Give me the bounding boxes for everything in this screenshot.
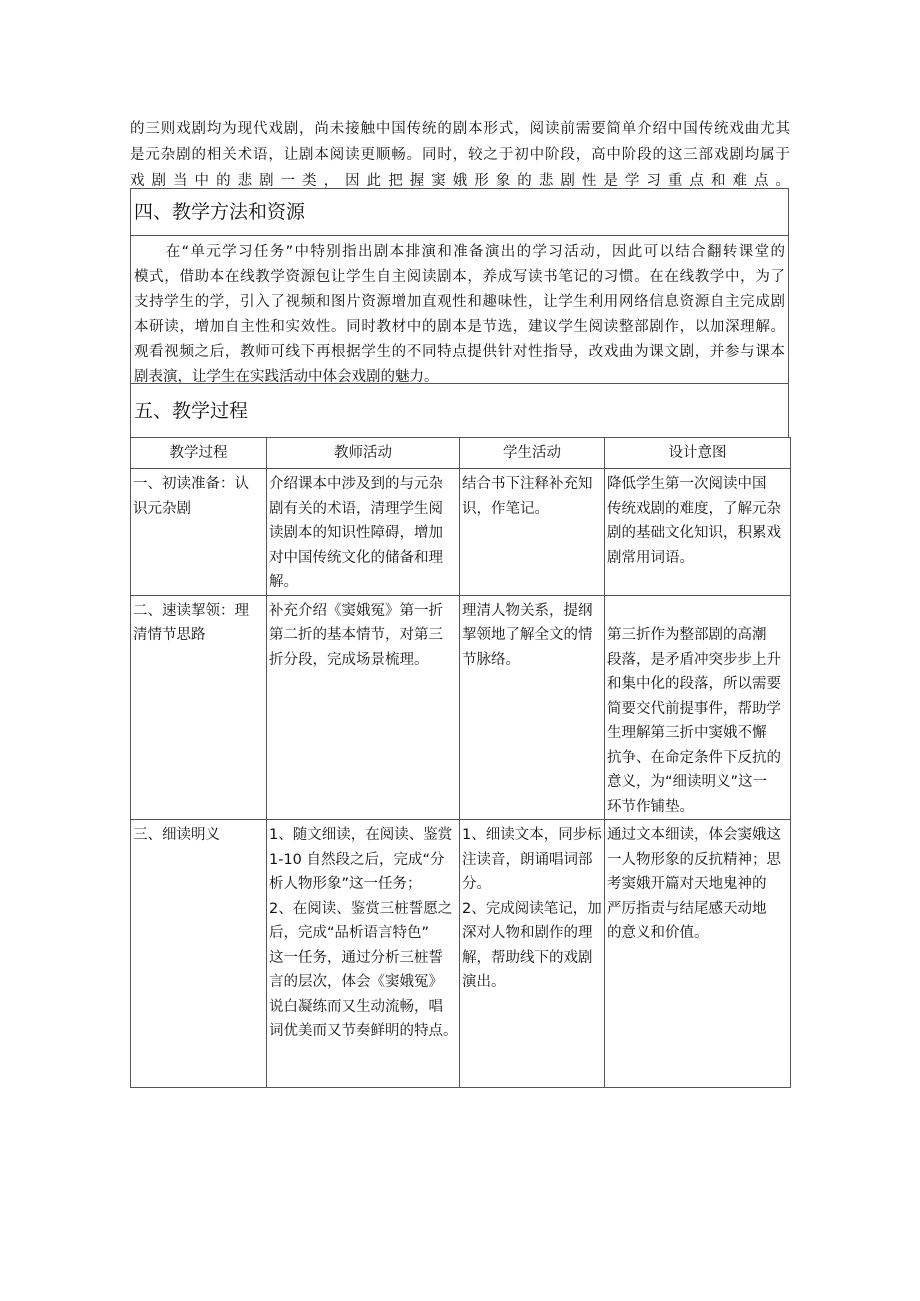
table-cell (605, 820, 791, 1088)
cell-text-line: 1、随文细读，在阅读、鉴赏 (269, 827, 453, 843)
cell-text-line: 2、在阅读、鉴赏三桩誓愿之 (269, 900, 453, 917)
cell-text-line: 识，作笔记。 (462, 500, 549, 517)
cell-text-line: 对中国传统文化的储备和理 (269, 549, 443, 566)
cell-text-line: 1-10 自然段之后，完成“分 (269, 851, 445, 868)
column-header: 教学过程 (131, 438, 267, 469)
cell-text-line: 说白凝练而又生动流畅，唱 (269, 998, 443, 1015)
section-title: 四、教学方法和资源 (134, 201, 306, 223)
cell-text-line: 补充介绍《窦娥冤》第一折 (269, 602, 443, 619)
cell-text-line: 节脉络。 (462, 651, 520, 668)
table-cell (131, 820, 267, 1088)
section-title: 五、教学过程 (134, 400, 249, 422)
table-cell (267, 469, 460, 596)
cell-text-line: 一、初读准备：认 (133, 476, 249, 492)
cell-text-line: 剧常用词语。 (607, 549, 694, 566)
cell-text-line: 严厉指责与结尾感天动地 (607, 900, 767, 917)
cell-text-line: 言的层次，体会《窦娥冤》 (269, 974, 443, 990)
cell-text-line: 清情节思路 (133, 627, 206, 643)
cell-text-line: 简要交代前提事件，帮助学 (607, 700, 781, 717)
cell-text-line: 剧有关的术语，清理学生阅 (269, 500, 443, 517)
cell-text-line: 分。 (462, 876, 491, 892)
cell-text-line: 段落，是矛盾冲突步步上升 (607, 651, 781, 668)
cell-text-line: 生理解第三折中窦娥不懈 (607, 725, 767, 741)
cell-text-line: 2、完成阅读笔记，加 (462, 900, 602, 917)
cell-text-line: 挈领地了解全文的情 (462, 627, 593, 643)
cell-text-line: 1、细读文本，同步标 (462, 827, 602, 843)
cell-text-line: 后，完成“品析语言特色” (269, 925, 430, 941)
cell-text-line: 剧的基础文化知识，积累戏 (607, 525, 781, 541)
table-cell (605, 595, 791, 820)
cell-text-line: 注读音，朗诵唱词部 (462, 851, 593, 868)
cell-text-line: 演出。 (462, 974, 506, 990)
text-line: 的三则戏剧均为现代戏剧，尚未接触中国传统的剧本形式，阅读前需要简单介绍中国传统戏曲尤其 (130, 121, 790, 137)
text-line: 模式，借助本在线教学资源包让学生自主阅读剧本，养成写读书笔记的习惯。在在线教学中，为了 (134, 269, 785, 285)
text-line: 支持学生的学，引入了视频和图片资源增加直观性和趣味性，让学生利用网络信息资源自主完成剧 (134, 294, 785, 310)
cell-text-line: 二、速读挈领：理 (133, 602, 249, 619)
table-row (131, 820, 791, 1088)
cell-text-line: 和集中化的段落，所以需要 (607, 676, 781, 692)
column-header: 设计意图 (605, 438, 791, 469)
text-line: 本研读，增加自主性和实效性。同时教材中的剧本是节选，建议学生阅读整部剧作，以加深理解。 (134, 319, 785, 335)
text-line: 是元杂剧的相关术语，让剧本阅读更顺畅。同时，较之于初中阶段，高中阶段的这三部戏剧均属于 (130, 147, 790, 163)
cell-text-line: 环节作铺垫。 (607, 798, 694, 815)
table-cell (460, 469, 605, 596)
cell-text-line: 三、细读明义 (133, 827, 220, 843)
table-row (131, 595, 791, 820)
table-cell (267, 820, 460, 1088)
cell-text-line: 解，帮助线下的戏剧 (462, 949, 593, 966)
cell-text-line: 通过文本细读，体会窦娥这 (607, 827, 781, 843)
table-cell (267, 595, 460, 820)
cell-text-line: 的意义和价值。 (607, 925, 709, 941)
text-line: 剧表演，让学生在实践活动中体会戏剧的魅力。 (134, 369, 439, 385)
column-header: 学生活动 (460, 438, 605, 469)
cell-text-line: 考窦娥开篇对天地鬼神的 (607, 876, 767, 892)
intro-paragraph (130, 116, 790, 194)
section-heading-methods (130, 188, 789, 235)
section-heading-process (130, 383, 789, 437)
cell-text-line: 传统戏剧的难度，了解元杂 (607, 500, 781, 517)
table-cell (131, 595, 267, 820)
cell-text-line: 读剧本的知识性障碍，增加 (269, 525, 443, 541)
methods-paragraph (130, 235, 789, 383)
text-line: 观看视频之后，教师可线下再根据学生的不同特点提供针对性指导，改戏曲为课文剧，并参与课本 (134, 344, 785, 360)
text-line: 在“单元学习任务”中特别指出剧本排演和准备演出的学习活动，因此可以结合翻转课堂的 (134, 244, 785, 260)
table-cell (460, 820, 605, 1088)
cell-text-line: 理清人物关系，提纲 (462, 602, 593, 619)
column-header: 教师活动 (267, 438, 460, 469)
cell-text-line: 识元杂剧 (133, 500, 191, 517)
cell-text-line: 第三折作为整部剧的高潮 (607, 627, 767, 643)
cell-text-line: 降低学生第一次阅读中国 (607, 476, 767, 492)
teaching-process-table (130, 437, 791, 1088)
cell-text-line: 折分段，完成场景梳理。 (269, 651, 429, 668)
table-cell (605, 469, 791, 596)
cell-text-line: 析人物形象”这一任务； (269, 876, 422, 892)
cell-text-line: 抗争、在命定条件下反抗的 (607, 749, 781, 766)
table-header-row (131, 438, 791, 469)
cell-text-line: 这一任务，通过分析三桩誓 (269, 949, 443, 966)
text-line: 戏剧当中的悲剧一类，因此把握窦娥形象的悲剧性是学习重点和难点。 (130, 173, 790, 189)
table-cell (460, 595, 605, 820)
cell-text-line: 第二折的基本情节，对第三 (269, 627, 443, 643)
cell-text-line: 介绍课本中涉及到的与元杂 (269, 476, 443, 492)
table-row (131, 469, 791, 596)
cell-text-line: 解。 (269, 574, 298, 590)
cell-text-line (607, 599, 789, 624)
table-cell (131, 469, 267, 596)
cell-text-line: 意义，为“细读明义”这一 (607, 774, 768, 790)
cell-text-line: 深对人物和剧作的理 (462, 925, 593, 941)
cell-text-line: 结合书下注释补充知 (462, 476, 593, 492)
cell-text-line: 词优美而又节奏鲜明的特点。 (269, 1023, 458, 1039)
cell-text-line: 一人物形象的反抗精神；思 (607, 851, 781, 868)
